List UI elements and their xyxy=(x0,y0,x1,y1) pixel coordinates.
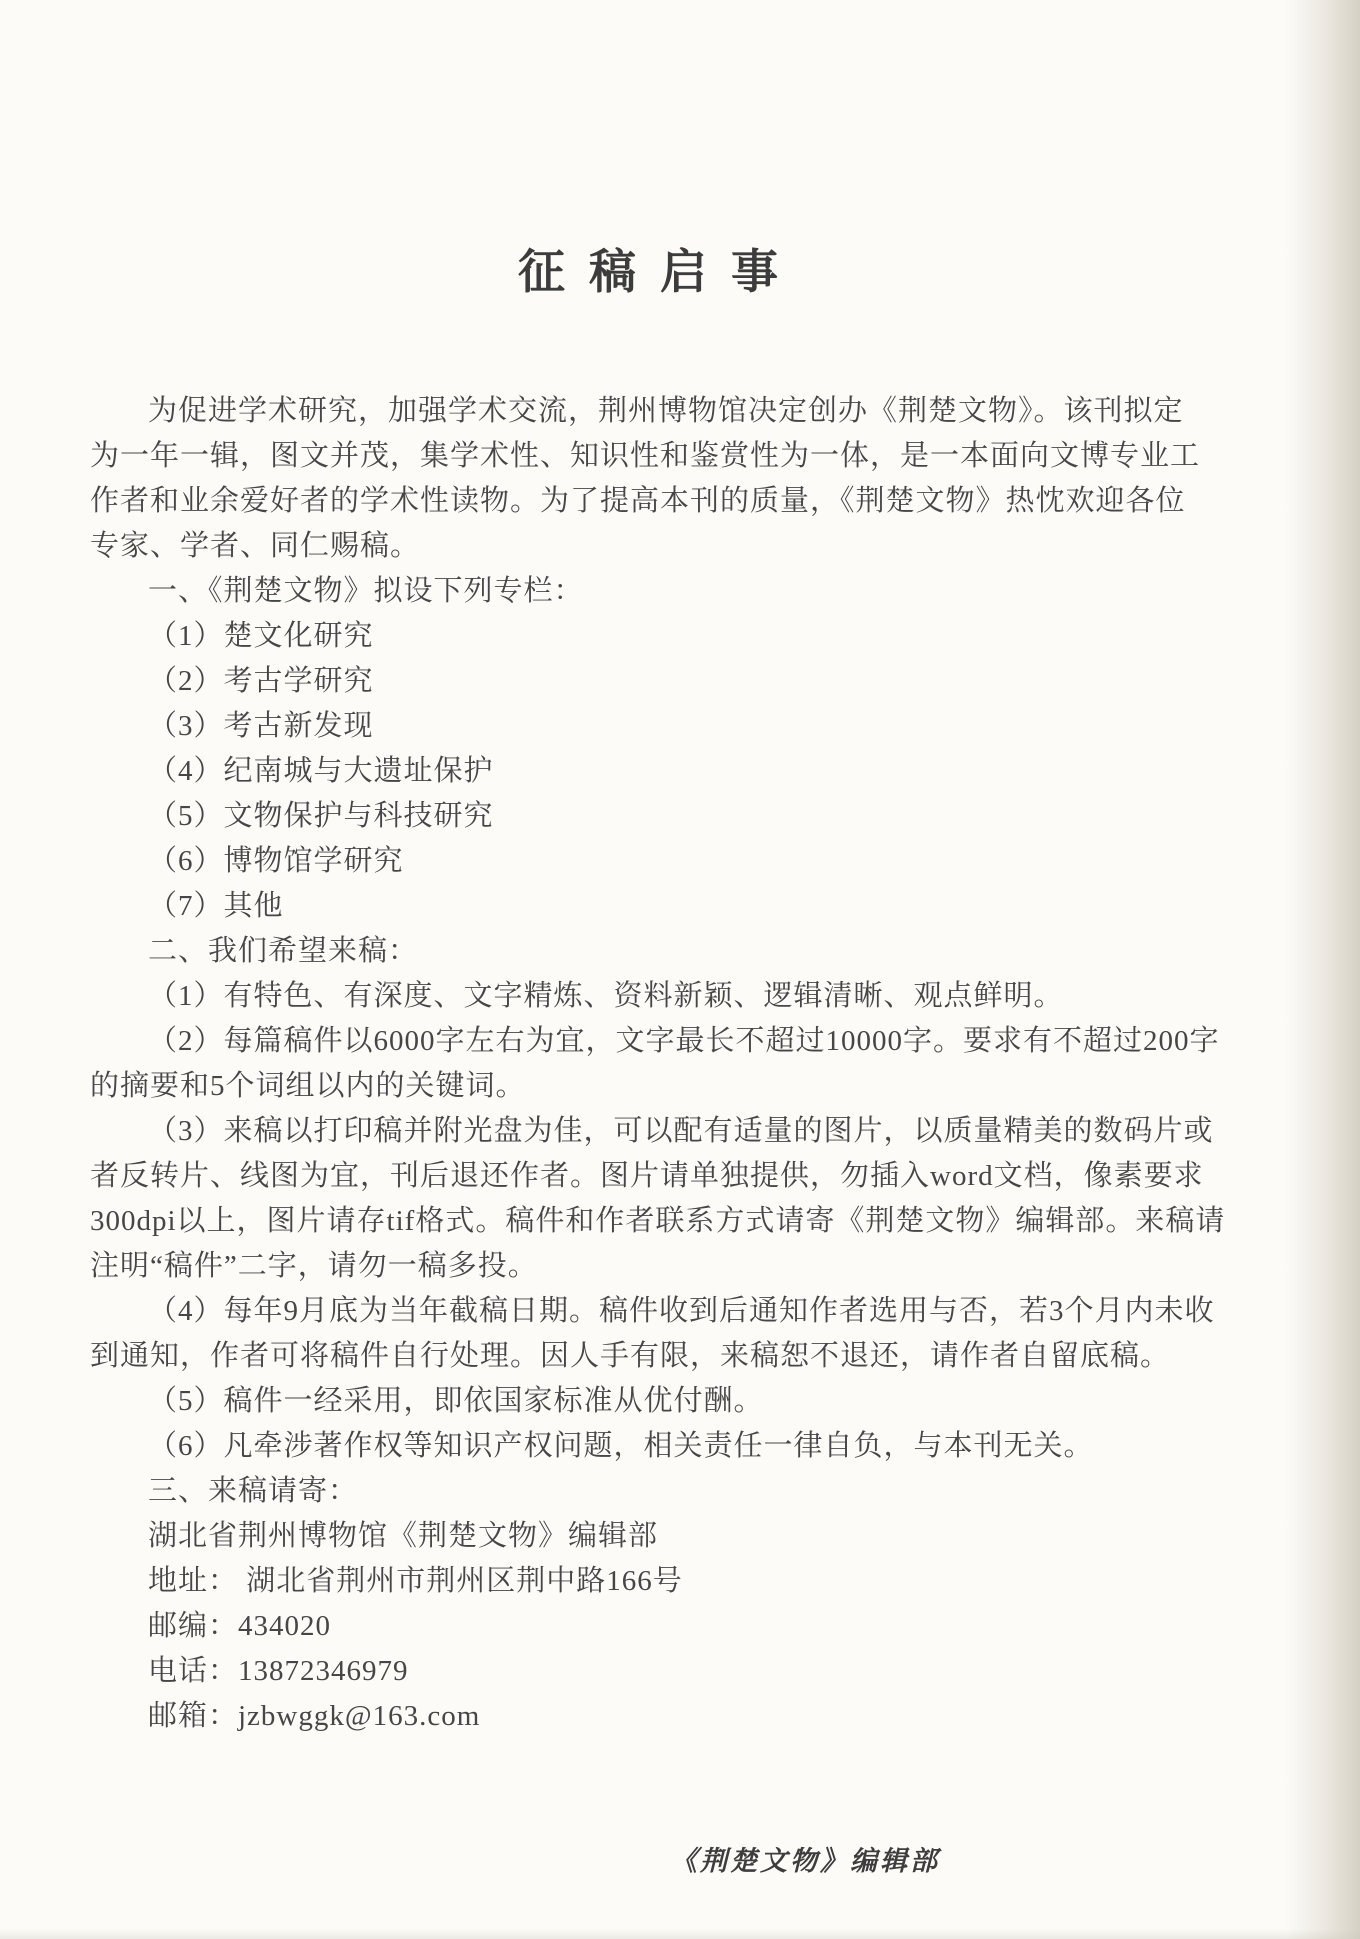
body-line: 注明“稿件”二字，请勿一稿多投。 xyxy=(90,1250,538,1282)
section3-heading: 三、来稿请寄： xyxy=(148,1475,359,1507)
contact-line-address: 地址： 湖北省荆州市荆州区荆中路166号 xyxy=(148,1565,683,1597)
list-item: （1）楚文化研究 xyxy=(148,620,374,652)
list-item: （7）其他 xyxy=(148,890,284,922)
signature: 《荆楚文物》编辑部 xyxy=(670,1846,940,1876)
body-line: （2）每篇稿件以6000字左右为宜，文字最长不超过10000字。要求有不超过200字 xyxy=(148,1025,1220,1057)
contact-line-editorial: 湖北省荆州博物馆《荆楚文物》编辑部 xyxy=(148,1520,659,1552)
contact-line-phone: 电话：13872346979 xyxy=(148,1655,409,1687)
intro-line: 为一年一辑，图文并茂，集学术性、知识性和鉴赏性为一体，是一本面向文博专业工 xyxy=(90,440,1201,472)
section2-heading: 二、我们希望来稿： xyxy=(148,935,419,967)
list-item: （5）文物保护与科技研究 xyxy=(148,800,494,832)
body-line: 者反转片、线图为宜，刊后退还作者。图片请单独提供，勿插入word文档，像素要求 xyxy=(90,1160,1204,1192)
body-line: （5）稿件一经采用，即依国家标准从优付酬。 xyxy=(148,1385,764,1417)
body-line: 300dpi以上，图片请存tif格式。稿件和作者联系方式请寄《荆楚文物》编辑部。来稿请 xyxy=(90,1205,1226,1237)
contact-line-email: 邮箱：jzbwggk@163.com xyxy=(148,1700,481,1732)
document-content xyxy=(90,0,1226,1878)
body-line: （6）凡牵涉著作权等知识产权问题，相关责任一律自负，与本刊无关。 xyxy=(148,1430,1094,1462)
page-title: 征稿启事 xyxy=(518,247,802,299)
list-item: （2）考古学研究 xyxy=(148,665,374,697)
section1-heading: 一、《荆楚文物》拟设下列专栏： xyxy=(148,575,584,607)
list-item: （6）博物馆学研究 xyxy=(148,845,404,877)
list-item: （3）考古新发现 xyxy=(148,710,374,742)
body-line: （3）来稿以打印稿并附光盘为佳，可以配有适量的图片，以质量精美的数码片或 xyxy=(148,1115,1214,1147)
body-line: （1）有特色、有深度、文字精炼、资料新颖、逻辑清晰、观点鲜明。 xyxy=(148,980,1064,1012)
body-line: （4）每年9月底为当年截稿日期。稿件收到后通知作者选用与否，若3个月内未收 xyxy=(148,1295,1215,1327)
body-line: 的摘要和5个词组以内的关键词。 xyxy=(90,1070,526,1102)
page-edge-shadow xyxy=(1286,0,1360,1939)
intro-line: 为促进学术研究，加强学术交流，荆州博物馆决定创办《荆楚文物》。该刊拟定 xyxy=(148,395,1184,427)
document-body xyxy=(90,389,1226,1739)
contact-line-postcode: 邮编：434020 xyxy=(148,1610,332,1642)
page-bottom-shadow xyxy=(0,1929,1360,1939)
intro-line: 作者和业余爱好者的学术性读物。为了提高本刊的质量，《荆楚文物》热忱欢迎各位 xyxy=(90,485,1186,517)
body-line: 到通知，作者可将稿件自行处理。因人手有限，来稿恕不退还，请作者自留底稿。 xyxy=(90,1340,1171,1372)
list-item: （4）纪南城与大遗址保护 xyxy=(148,755,494,787)
intro-line: 专家、学者、同仁赐稿。 xyxy=(90,530,421,562)
